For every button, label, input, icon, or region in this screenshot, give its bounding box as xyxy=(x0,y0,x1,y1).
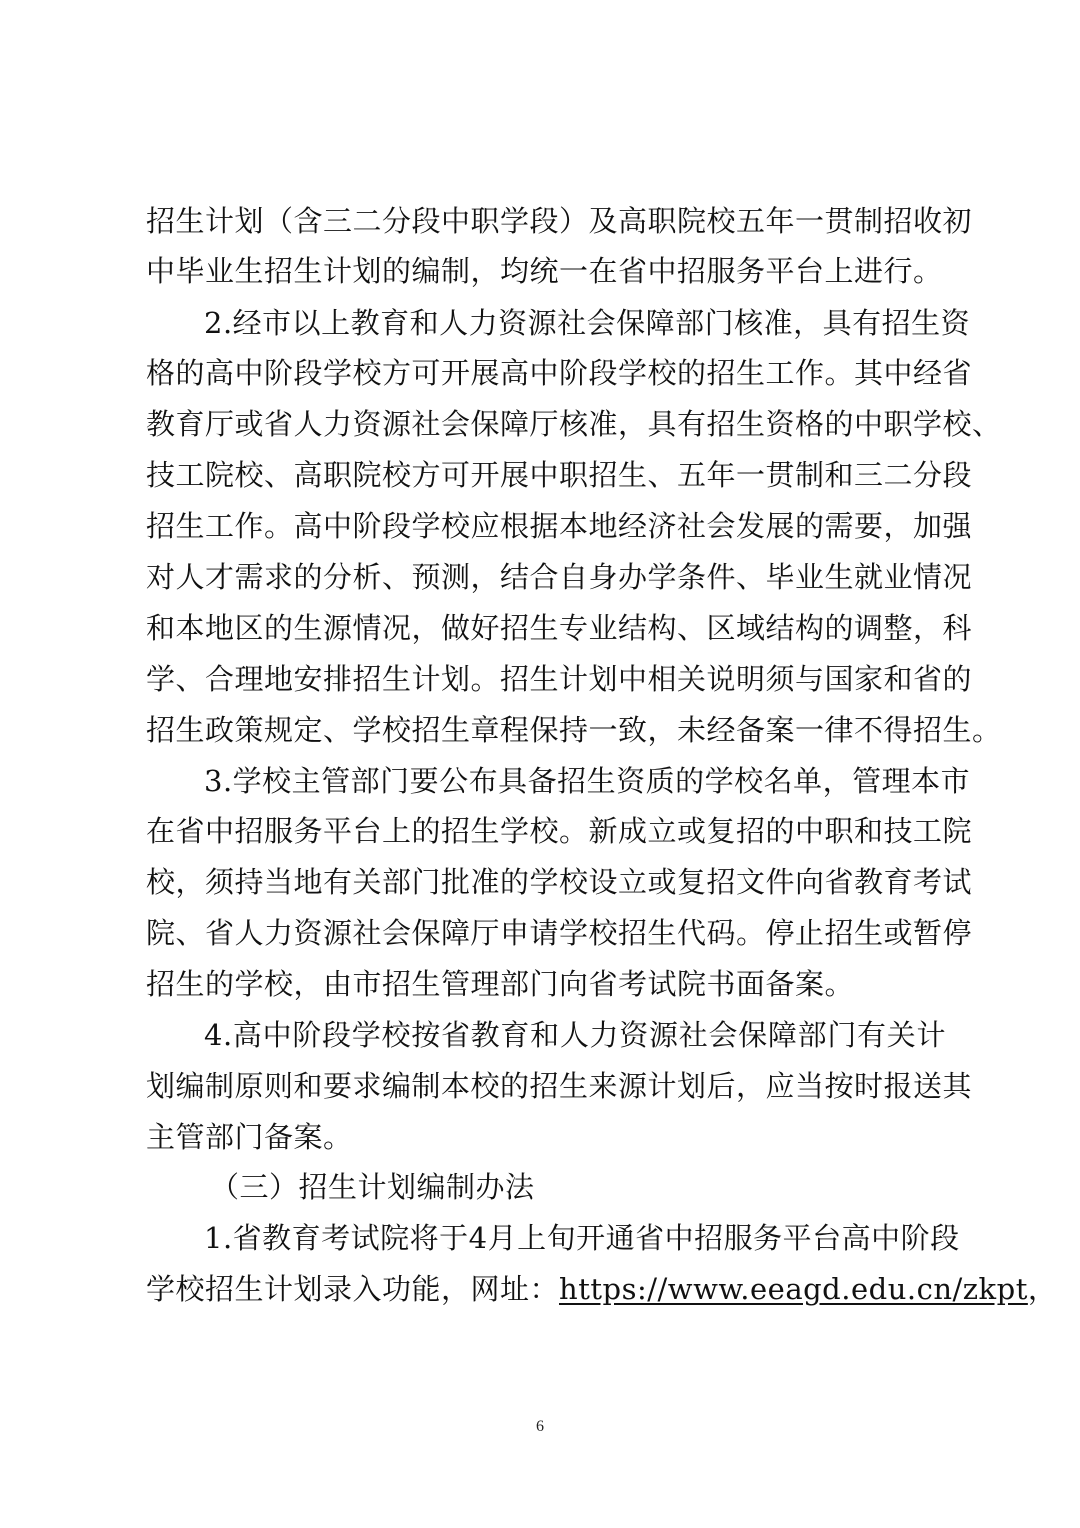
paragraph-line: 1.省教育考试院将于4月上旬开通省中招服务平台高中阶段 xyxy=(204,1221,960,1255)
paragraph-line: 和本地区的生源情况，做好招生专业结构、区域结构的调整，科 xyxy=(146,611,973,645)
page-number: 6 xyxy=(536,1418,544,1435)
section-heading: （三）招生计划编制办法 xyxy=(210,1170,535,1204)
paragraph-line: 4.高中阶段学校按省教育和人力资源社会保障部门有关计 xyxy=(204,1018,946,1052)
paragraph-line: 招生的学校，由市招生管理部门向省考试院书面备案。 xyxy=(146,967,855,1001)
link-suffix-text: ， xyxy=(1027,1272,1058,1306)
paragraph-line-with-link xyxy=(146,1270,1058,1308)
paragraph-line: 招生工作。高中阶段学校应根据本地经济社会发展的需要，加强 xyxy=(146,509,973,543)
paragraph-line: 2.经市以上教育和人力资源社会保障部门核准，具有招生资 xyxy=(204,306,971,340)
paragraph-line: 校，须持当地有关部门批准的学校设立或复招文件向省教育考试 xyxy=(146,865,973,899)
link-prefix-text: 学校招生计划录入功能，网址： xyxy=(146,1272,560,1306)
paragraph-line: 中毕业生招生计划的编制，均统一在省中招服务平台上进行。 xyxy=(146,254,943,288)
paragraph-line: 3.学校主管部门要公布具备招生资质的学校名单，管理本市 xyxy=(204,764,971,798)
paragraph-line: 划编制原则和要求编制本校的招生来源计划后，应当按时报送其 xyxy=(146,1069,973,1103)
paragraph-line: 教育厅或省人力资源社会保障厅核准，具有招生资格的中职学校、 xyxy=(146,407,1002,441)
paragraph-line: 对人才需求的分析、预测，结合自身办学条件、毕业生就业情况 xyxy=(146,560,973,594)
paragraph-line: 格的高中阶段学校方可开展高中阶段学校的招生工作。其中经省 xyxy=(146,356,973,390)
paragraph-line: 招生政策规定、学校招生章程保持一致，未经备案一律不得招生。 xyxy=(146,713,1002,747)
paragraph-line: 主管部门备案。 xyxy=(146,1120,353,1154)
paragraph-line: 招生计划（含三二分段中职学段）及高职院校五年一贯制招收初 xyxy=(146,204,973,238)
platform-url-link[interactable]: https://www.eeagd.edu.cn/zkpt xyxy=(559,1272,1028,1306)
paragraph-line: 学、合理地安排招生计划。招生计划中相关说明须与国家和省的 xyxy=(146,662,973,696)
paragraph-line: 在省中招服务平台上的招生学校。新成立或复招的中职和技工院 xyxy=(146,814,973,848)
paragraph-line: 院、省人力资源社会保障厅申请学校招生代码。停止招生或暂停 xyxy=(146,916,973,950)
paragraph-line: 技工院校、高职院校方可开展中职招生、五年一贯制和三二分段 xyxy=(146,458,973,492)
